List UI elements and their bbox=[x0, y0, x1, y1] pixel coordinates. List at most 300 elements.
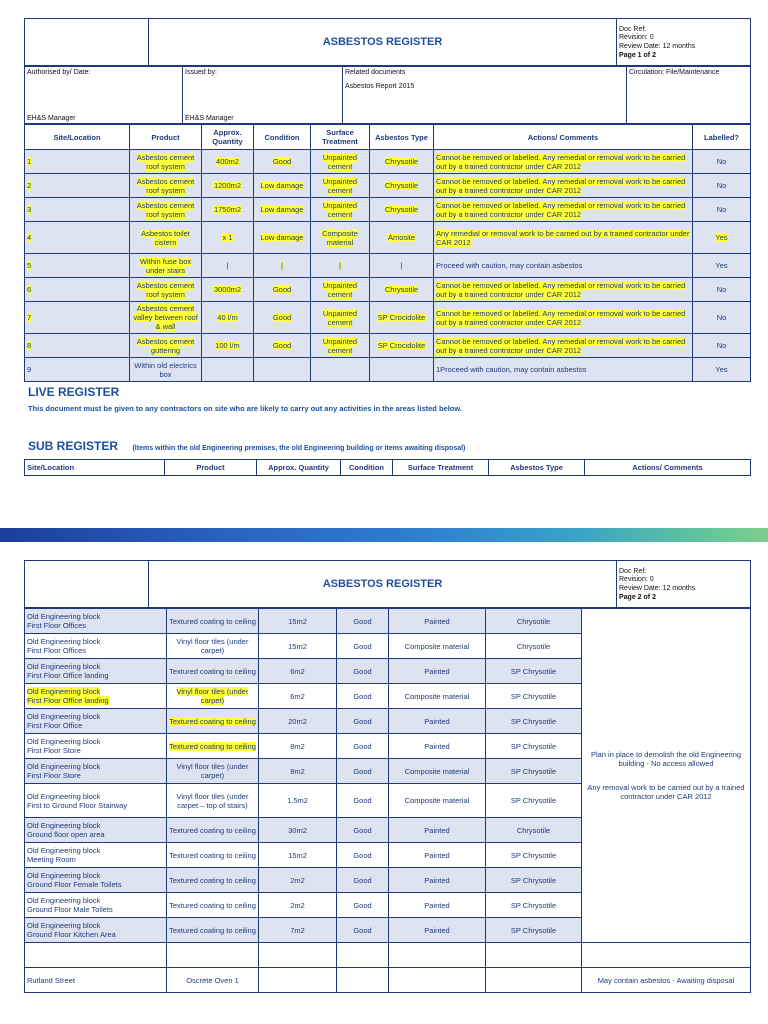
site-value bbox=[27, 896, 113, 914]
actions-value: Cannot be removed or labelled. Any remedial or removal work to be carried out by a trained contractor under CAR 2012 bbox=[436, 176, 686, 195]
type-value: SP Chrysotile bbox=[510, 741, 557, 751]
site-value: 3 bbox=[27, 205, 32, 214]
type-value: SP Chrysotile bbox=[510, 716, 557, 726]
spacer-cell bbox=[582, 943, 751, 968]
meta-table bbox=[24, 66, 751, 124]
circulation-cell: Circulation: File/Maintenance bbox=[627, 67, 751, 124]
product-value: Asbestos cement valley between roof & wall bbox=[133, 304, 198, 331]
site-cell bbox=[25, 918, 167, 943]
live-register-heading: LIVE REGISTER bbox=[28, 385, 120, 399]
surface-cell bbox=[389, 893, 486, 918]
surface-value: Painted bbox=[424, 666, 450, 676]
site-value bbox=[27, 687, 109, 705]
issued-label: Issued by: bbox=[185, 69, 217, 76]
doc-ref-line: Doc Ref: bbox=[619, 25, 647, 33]
col-labelled: Labelled? bbox=[693, 125, 751, 150]
table-row-last bbox=[25, 968, 751, 993]
site-cell bbox=[25, 634, 167, 659]
condition-cell bbox=[254, 278, 311, 302]
surface-value: Painted bbox=[424, 925, 450, 935]
type-cell bbox=[370, 198, 434, 222]
doc-review-line: Review Date: 12 months bbox=[619, 43, 696, 50]
condition-cell bbox=[337, 734, 389, 759]
surface-value: Unpainted cement bbox=[322, 176, 358, 195]
actions-value: Cannot be removed or labelled. Any remedial or removal work to be carried out by a trained contractor under CAR 2012 bbox=[436, 336, 686, 355]
register-header-row bbox=[25, 125, 751, 150]
surface-value: Composite material bbox=[404, 691, 470, 701]
demolish-comment: Plan in place to demolish the old Engineering building - No access allowed bbox=[590, 749, 742, 768]
product-cell bbox=[130, 302, 202, 334]
labelled-cell bbox=[693, 302, 751, 334]
actions-cell bbox=[434, 150, 693, 174]
site-cell bbox=[25, 868, 167, 893]
quantity-cell bbox=[202, 174, 254, 198]
type-cell bbox=[486, 868, 582, 893]
labelled-value: No bbox=[716, 341, 727, 350]
page-divider-band bbox=[0, 528, 768, 542]
site-building: Old Engineering block bbox=[27, 712, 101, 721]
surface-cell bbox=[389, 734, 486, 759]
sub-register-table bbox=[24, 608, 751, 993]
condition-cell bbox=[254, 334, 311, 358]
product-value: Textured coating to ceiling bbox=[169, 850, 256, 860]
surface-value: Unpainted cement bbox=[322, 152, 358, 171]
site-area: First Floor Office landing bbox=[27, 671, 109, 680]
quantity-value: 3000m2 bbox=[213, 285, 242, 294]
surface-value: Painted bbox=[424, 616, 450, 626]
site-cell bbox=[25, 684, 167, 709]
doc-revision-line: Revision: 0 bbox=[619, 576, 654, 584]
actions-value: Cannot be removed or labelled. Any remedial or removal work to be carried out by a trained contractor under CAR 2012 bbox=[436, 152, 686, 171]
site-cell bbox=[25, 784, 167, 818]
type-value: Chrysotile bbox=[516, 641, 551, 651]
condition-value: Good bbox=[272, 157, 292, 166]
condition-value: Good bbox=[353, 641, 372, 651]
site-value: 9 bbox=[27, 365, 32, 374]
page-title: ASBESTOS REGISTER bbox=[149, 19, 617, 66]
product-value: Oscrete Oven 1 bbox=[186, 975, 239, 985]
site-cell bbox=[25, 759, 167, 784]
type-cell bbox=[370, 358, 434, 382]
site-value bbox=[27, 612, 100, 630]
authorised-label: Authorised by/ Date: bbox=[27, 69, 91, 76]
sub-register-note: (Items within the old Engineering premises, the old Engineering building or items awaiting disposal) bbox=[132, 445, 466, 452]
table-row bbox=[25, 222, 751, 254]
condition-cell bbox=[337, 709, 389, 734]
quantity-cell bbox=[259, 968, 337, 993]
product-value: Textured coating to ceiling bbox=[169, 875, 256, 885]
doc-revision-line: Revision: 0 bbox=[619, 34, 654, 42]
quantity-value: 20m2 bbox=[288, 716, 307, 726]
table-row bbox=[25, 278, 751, 302]
condition-cell bbox=[337, 659, 389, 684]
register-page-2 bbox=[24, 560, 750, 993]
product-value: Textured coating to ceiling bbox=[169, 666, 256, 676]
table-row bbox=[25, 358, 751, 382]
sub-col-type: Asbestos Type bbox=[489, 460, 585, 476]
site-value: 4 bbox=[27, 233, 32, 242]
surface-cell bbox=[389, 709, 486, 734]
condition-cell bbox=[337, 609, 389, 634]
product-cell bbox=[130, 174, 202, 198]
col-actions: Actions/ Comments bbox=[434, 125, 693, 150]
page2-header-table bbox=[24, 560, 751, 608]
site-cell bbox=[25, 198, 130, 222]
page-title: ASBESTOS REGISTER bbox=[149, 561, 617, 608]
related-docs-cell bbox=[343, 67, 627, 124]
labelled-value: No bbox=[716, 157, 727, 166]
quantity-value: 2m2 bbox=[290, 875, 305, 885]
product-value: Within fuse box under stairs bbox=[139, 256, 192, 275]
labelled-cell bbox=[693, 174, 751, 198]
col-product: Product bbox=[130, 125, 202, 150]
surface-value: Painted bbox=[424, 875, 450, 885]
table-row bbox=[25, 198, 751, 222]
surface-cell bbox=[311, 198, 370, 222]
surface-cell bbox=[389, 634, 486, 659]
product-value: Vinyl floor tiles (under carpet – top of stairs) bbox=[176, 791, 249, 810]
site-building: Old Engineering block bbox=[27, 687, 101, 696]
condition-cell bbox=[337, 684, 389, 709]
surface-value: | bbox=[339, 261, 341, 270]
related-docs-value: Asbestos Report 2015 bbox=[345, 83, 415, 90]
condition-cell bbox=[254, 302, 311, 334]
condition-value: Low damage bbox=[260, 205, 304, 214]
type-cell bbox=[486, 893, 582, 918]
product-value: Textured coating to ceiling bbox=[169, 616, 256, 626]
condition-value: Low damage bbox=[260, 233, 304, 242]
quantity-value: 1750m2 bbox=[213, 205, 242, 214]
spacer-cell bbox=[486, 943, 582, 968]
quantity-value: 7m2 bbox=[290, 925, 305, 935]
condition-value: Good bbox=[353, 716, 372, 726]
site-cell bbox=[25, 358, 130, 382]
labelled-cell bbox=[693, 222, 751, 254]
site-area: First Floor Office landing bbox=[27, 696, 109, 705]
col-condition: Condition bbox=[254, 125, 311, 150]
product-value: Vinyl floor tiles (under carpet) bbox=[176, 637, 249, 655]
condition-value: Good bbox=[272, 341, 292, 350]
product-cell bbox=[130, 198, 202, 222]
spacer-cell bbox=[337, 943, 389, 968]
condition-cell bbox=[337, 843, 389, 868]
condition-value: Good bbox=[272, 285, 292, 294]
site-building: Old Engineering block bbox=[27, 791, 101, 801]
quantity-value: x 1 bbox=[222, 233, 233, 242]
type-value: Chrysotile bbox=[516, 825, 551, 835]
site-area: Ground Floor Female Toilets bbox=[27, 880, 122, 889]
surface-value: Unpainted cement bbox=[322, 200, 358, 219]
labelled-cell bbox=[693, 334, 751, 358]
site-area: First Floor Office bbox=[27, 721, 83, 730]
site-cell bbox=[25, 302, 130, 334]
type-value: Chrysotile bbox=[516, 616, 551, 626]
labelled-cell bbox=[693, 358, 751, 382]
quantity-value: 6m2 bbox=[290, 691, 305, 701]
type-cell bbox=[370, 302, 434, 334]
product-cell bbox=[130, 278, 202, 302]
spacer-cell bbox=[259, 943, 337, 968]
actions-cell bbox=[582, 968, 751, 993]
quantity-value: 2m2 bbox=[290, 900, 305, 910]
product-cell bbox=[130, 358, 202, 382]
condition-value: Low damage bbox=[260, 181, 304, 190]
surface-cell bbox=[389, 659, 486, 684]
site-cell bbox=[25, 278, 130, 302]
surface-cell bbox=[389, 609, 486, 634]
product-value: Within old electrics box bbox=[134, 360, 197, 379]
doc-ref-line: Doc Ref: bbox=[619, 567, 647, 575]
product-cell bbox=[167, 659, 259, 684]
authorised-cell bbox=[25, 67, 183, 124]
site-value bbox=[27, 662, 109, 680]
quantity-cell bbox=[202, 198, 254, 222]
type-cell bbox=[486, 784, 582, 818]
quantity-value: 400m2 bbox=[216, 157, 239, 166]
site-area: Ground floor open area bbox=[27, 830, 105, 839]
actions-cell bbox=[434, 334, 693, 358]
condition-cell bbox=[337, 868, 389, 893]
surface-cell bbox=[311, 150, 370, 174]
table-row bbox=[25, 302, 751, 334]
surface-cell bbox=[389, 868, 486, 893]
product-value: Asbestos cement roof system bbox=[136, 176, 195, 195]
header-blank-cell bbox=[25, 561, 149, 608]
surface-cell bbox=[389, 968, 486, 993]
quantity-value: 40 l/m bbox=[217, 313, 238, 322]
actions-cell bbox=[434, 358, 693, 382]
surface-value: Painted bbox=[424, 741, 450, 751]
site-value bbox=[27, 762, 100, 780]
surface-cell bbox=[389, 843, 486, 868]
doc-ref-block bbox=[617, 561, 751, 608]
quantity-cell bbox=[259, 918, 337, 943]
product-cell bbox=[167, 734, 259, 759]
sub-col-surface: Surface Treatment bbox=[393, 460, 489, 476]
quantity-value: 15m2 bbox=[288, 641, 307, 651]
col-site: Site/Location bbox=[25, 125, 130, 150]
surface-cell bbox=[311, 302, 370, 334]
site-cell bbox=[25, 174, 130, 198]
quantity-cell bbox=[259, 709, 337, 734]
condition-value: Good bbox=[353, 875, 372, 885]
quantity-cell bbox=[202, 254, 254, 278]
condition-value: Good bbox=[353, 825, 372, 835]
type-cell bbox=[486, 659, 582, 684]
condition-value: Good bbox=[272, 313, 292, 322]
product-cell bbox=[167, 968, 259, 993]
product-value: Textured coating to ceiling bbox=[169, 825, 256, 835]
actions-value: Cannot be removed or labelled. Any remedial or removal work to be carried out by a trained contractor under CAR 2012 bbox=[436, 308, 686, 327]
type-cell bbox=[486, 818, 582, 843]
surface-cell bbox=[389, 684, 486, 709]
site-value: 8 bbox=[27, 341, 32, 350]
quantity-cell bbox=[202, 334, 254, 358]
site-cell bbox=[25, 709, 167, 734]
type-cell bbox=[486, 843, 582, 868]
product-value: Asbestos cement roof system bbox=[136, 200, 195, 219]
actions-value: Any remedial or removal work to be carried out by a trained contractor under CAR 2012 bbox=[436, 228, 690, 247]
site-cell bbox=[25, 150, 130, 174]
surface-cell bbox=[389, 784, 486, 818]
site-building: Old Engineering block bbox=[27, 821, 101, 830]
condition-cell bbox=[254, 174, 311, 198]
product-cell bbox=[167, 893, 259, 918]
product-cell bbox=[167, 784, 259, 818]
surface-cell bbox=[311, 334, 370, 358]
type-cell bbox=[370, 254, 434, 278]
register-page-1 bbox=[24, 18, 750, 476]
condition-value: Good bbox=[353, 925, 372, 935]
site-value bbox=[27, 737, 100, 755]
type-value: SP Chrysotile bbox=[510, 925, 557, 935]
surface-value: Painted bbox=[424, 825, 450, 835]
condition-cell bbox=[337, 784, 389, 818]
condition-cell bbox=[337, 759, 389, 784]
site-building: Old Engineering block bbox=[27, 612, 101, 621]
spacer-row bbox=[25, 943, 751, 968]
actions-value: May contain asbestos - Awaiting disposal bbox=[597, 975, 735, 985]
product-value: Textured coating to ceiling bbox=[169, 925, 256, 935]
site-value bbox=[27, 871, 122, 889]
condition-cell bbox=[337, 918, 389, 943]
surface-value: Composite material bbox=[404, 796, 470, 805]
condition-cell bbox=[337, 634, 389, 659]
labelled-value: Yes bbox=[715, 261, 728, 270]
type-value: Amosite bbox=[387, 233, 416, 242]
quantity-cell bbox=[259, 659, 337, 684]
sub-col-condition: Condition bbox=[341, 460, 393, 476]
type-value: SP Chrysotile bbox=[510, 850, 557, 860]
product-cell bbox=[167, 868, 259, 893]
surface-value: Painted bbox=[424, 850, 450, 860]
header-blank-cell bbox=[25, 19, 149, 66]
removal-comment: Any removal work to be carried out by a trained contractor under CAR 2012 bbox=[587, 782, 745, 801]
table-row bbox=[25, 254, 751, 278]
sub-register-heading: SUB REGISTER bbox=[28, 439, 119, 453]
actions-cell bbox=[434, 254, 693, 278]
condition-cell bbox=[254, 222, 311, 254]
surface-cell bbox=[311, 278, 370, 302]
condition-value: Good bbox=[353, 741, 372, 751]
site-building: Old Engineering block bbox=[27, 662, 101, 671]
quantity-value: 30m2 bbox=[288, 825, 307, 835]
site-value: 1 bbox=[27, 157, 32, 166]
site-building: Old Engineering block bbox=[27, 921, 101, 930]
product-cell bbox=[167, 843, 259, 868]
surface-cell bbox=[389, 918, 486, 943]
product-cell bbox=[167, 918, 259, 943]
site-value bbox=[27, 821, 105, 839]
condition-value: Good bbox=[353, 666, 372, 676]
actions-cell bbox=[434, 222, 693, 254]
site-value: 5 bbox=[27, 261, 32, 270]
site-area: Ground Floor Male Toilets bbox=[27, 905, 113, 914]
site-building: Old Engineering block bbox=[27, 896, 101, 905]
site-building: Old Engineering block bbox=[27, 737, 101, 746]
surface-value: Composite material bbox=[404, 641, 470, 651]
condition-value: Good bbox=[353, 850, 372, 860]
product-value: Asbestos cement roof system bbox=[136, 280, 195, 299]
site-building: Old Engineering block bbox=[27, 762, 101, 771]
type-value: SP Chrysotile bbox=[510, 796, 557, 805]
product-value: Asbestos toilet cistern bbox=[141, 228, 190, 247]
quantity-value: 6m2 bbox=[290, 666, 305, 676]
site-building: Old Engineering block bbox=[27, 846, 101, 855]
site-value bbox=[27, 792, 127, 810]
condition-cell bbox=[337, 968, 389, 993]
site-area: First Floor Store bbox=[27, 746, 81, 755]
quantity-cell bbox=[259, 684, 337, 709]
sub-register-header-table bbox=[24, 459, 751, 476]
quantity-cell bbox=[259, 868, 337, 893]
site-cell bbox=[25, 254, 130, 278]
quantity-cell bbox=[202, 150, 254, 174]
related-docs-label: Related documents bbox=[345, 69, 406, 76]
type-value: Chrysotile bbox=[384, 285, 419, 294]
type-cell bbox=[486, 709, 582, 734]
site-value: 6 bbox=[27, 285, 32, 294]
surface-value: Unpainted cement bbox=[322, 336, 358, 355]
type-cell bbox=[486, 609, 582, 634]
quantity-cell bbox=[202, 302, 254, 334]
product-cell bbox=[167, 818, 259, 843]
product-cell bbox=[130, 150, 202, 174]
surface-value: Painted bbox=[424, 716, 450, 726]
type-cell bbox=[486, 634, 582, 659]
sub-register-heading-row bbox=[24, 437, 750, 455]
col-quantity: Approx. Quantity bbox=[202, 125, 254, 150]
quantity-cell bbox=[259, 818, 337, 843]
type-cell bbox=[370, 222, 434, 254]
type-value: Chrysotile bbox=[384, 205, 419, 214]
sub-col-actions: Actions/ Comments bbox=[585, 460, 751, 476]
labelled-cell bbox=[693, 278, 751, 302]
sub-col-site: Site/Location bbox=[25, 460, 165, 476]
surface-cell bbox=[389, 818, 486, 843]
quantity-cell bbox=[259, 759, 337, 784]
doc-review-line: Review Date: 12 months bbox=[619, 585, 696, 592]
quantity-cell bbox=[259, 634, 337, 659]
product-value: Asbestos cement roof system bbox=[136, 152, 195, 171]
surface-value: Unpainted cement bbox=[322, 280, 358, 299]
labelled-value: No bbox=[716, 181, 727, 190]
doc-ref-block bbox=[617, 19, 751, 66]
spacer-cell bbox=[389, 943, 486, 968]
condition-cell bbox=[254, 150, 311, 174]
labelled-cell bbox=[693, 254, 751, 278]
type-value: SP Crocidolite bbox=[377, 313, 426, 322]
quantity-cell bbox=[202, 358, 254, 382]
quantity-value: 100 l/m bbox=[215, 341, 240, 350]
site-value bbox=[27, 637, 100, 655]
condition-value: Good bbox=[353, 616, 372, 626]
site-cell bbox=[25, 818, 167, 843]
product-value: Vinyl floor tiles (under carpet) bbox=[176, 762, 249, 780]
col-surface: Surface Treatment bbox=[311, 125, 370, 150]
product-cell bbox=[167, 684, 259, 709]
surface-cell bbox=[311, 358, 370, 382]
quantity-value: 15m2 bbox=[288, 616, 307, 626]
product-value: Vinyl floor tiles (under carpet) bbox=[176, 687, 249, 705]
type-value: SP Chrysotile bbox=[510, 691, 557, 701]
quantity-cell bbox=[202, 222, 254, 254]
product-cell bbox=[130, 222, 202, 254]
type-cell bbox=[486, 759, 582, 784]
condition-value: Good bbox=[353, 691, 372, 701]
site-area: First Floor Offices bbox=[27, 621, 87, 630]
product-cell bbox=[167, 634, 259, 659]
